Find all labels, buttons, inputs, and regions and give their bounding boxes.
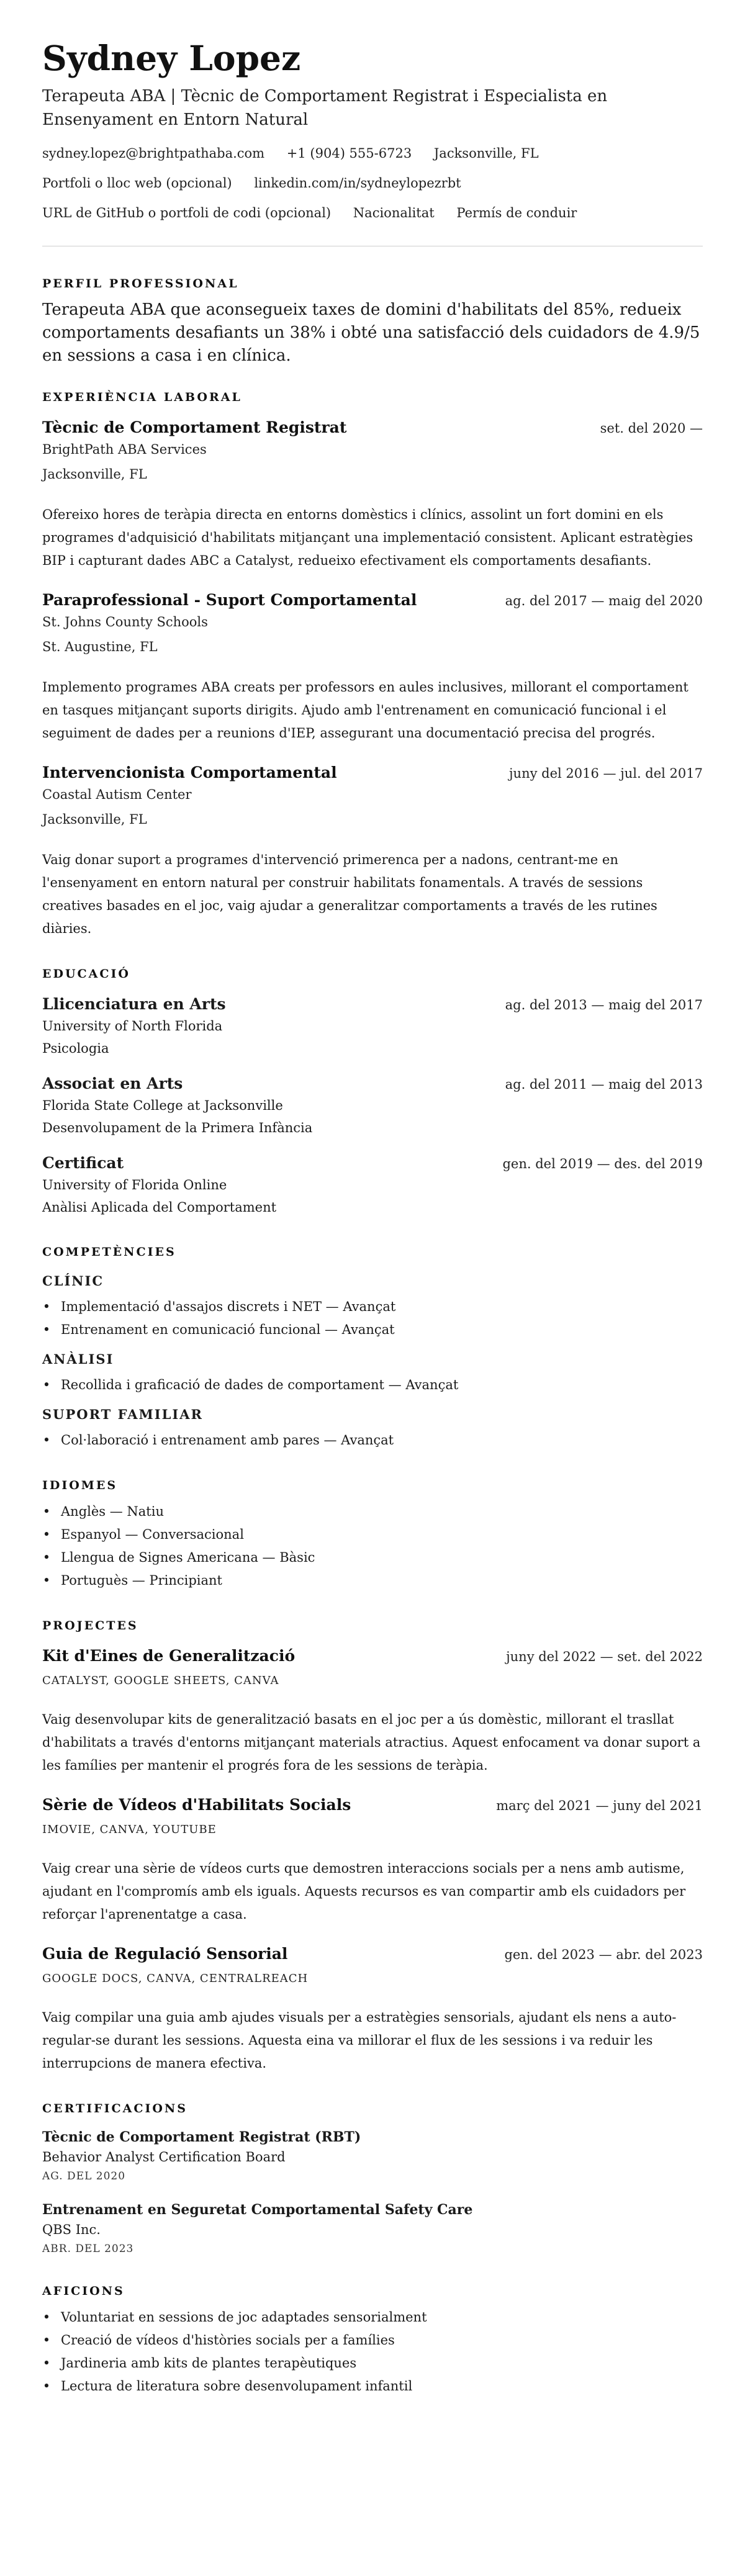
project-tech: GOOGLE DOCS, CANVA, CENTRALREACH bbox=[42, 1972, 309, 1985]
job-title: Tècnic de Comportament Registrat bbox=[42, 418, 347, 436]
degree-title: Llicenciatura en Arts bbox=[42, 995, 226, 1013]
list-item: • Voluntariat en sessions de joc adaptades sensorialment bbox=[61, 2306, 703, 2329]
nationality-text: Nacionalitat bbox=[353, 205, 435, 220]
education-entry bbox=[42, 1073, 703, 1139]
list-item: • Espanyol — Conversacional bbox=[61, 1523, 703, 1546]
job-title: Paraprofessional - Suport Comportamental bbox=[42, 591, 417, 609]
education-date: ag. del 2013 — maig del 2017 bbox=[505, 998, 703, 1012]
project-name: Sèrie de Vídeos d'Habilitats Socials bbox=[42, 1796, 351, 1814]
project-description: Vaig compilar una guia amb ajudes visuals per a estratègies sensorials, ajudant els nens a auto-regular-se durant les sessions. Aquesta eina va millorar el flux de les sessions i va reduir les interrupcions de manera efectiva. bbox=[42, 2010, 677, 2071]
project-name: Guia de Regulació Sensorial bbox=[42, 1945, 288, 1963]
certification-issuer: QBS Inc. bbox=[42, 2222, 101, 2237]
section-title: AFICIONS bbox=[42, 2284, 125, 2298]
skills-section bbox=[42, 1243, 703, 1452]
project-description: Vaig desenvolupar kits de generalització basats en el joc per a ús domèstic, millorant el trasllat d'habilitats a través d'entorns mitjançant materials atractius. Aquest enfocament va donar suport a les famílies per mantenir el progrés fora de les sessions de teràpia. bbox=[42, 1712, 701, 1773]
job-title: Intervencionista Comportamental bbox=[42, 763, 337, 781]
license-text: Permís de conduir bbox=[456, 205, 577, 220]
company-name: BrightPath ABA Services bbox=[42, 442, 207, 457]
skill-list bbox=[42, 1295, 703, 1341]
job-description: Ofereixo hores de teràpia directa en entorns domèstics i clínics, assolint un fort domini en els programes d'adquisició d'habilitats mitjançant una implementació consistent. Aplicant estratègies BIP i capturant dades ABC a Catalyst, redueixo efectivament els comportaments desafiants. bbox=[42, 507, 693, 568]
field-of-study: Desenvolupament de la Primera Infància bbox=[42, 1120, 313, 1135]
degree-title: Certificat bbox=[42, 1154, 124, 1172]
project-date: gen. del 2023 — abr. del 2023 bbox=[504, 1947, 703, 1962]
section-title: IDIOMES bbox=[42, 1479, 118, 1492]
email-link[interactable]: sydney.lopez@brightpathaba.com bbox=[42, 146, 265, 161]
projects-section bbox=[42, 1617, 703, 2075]
headline: Terapeuta ABA | Tècnic de Comportament Registrat i Especialista en Ensenyament en Entorn Natural bbox=[42, 87, 608, 129]
location-text: Jacksonville, FL bbox=[433, 146, 539, 161]
certification-entry bbox=[42, 2200, 703, 2258]
school-name: University of North Florida bbox=[42, 1019, 223, 1034]
list-item: • Lectura de literatura sobre desenvolupament infantil bbox=[61, 2375, 703, 2398]
degree-title: Associat en Arts bbox=[42, 1074, 183, 1092]
list-item: • Jardineria amb kits de plantes terapèutiques bbox=[61, 2352, 703, 2375]
skill-list bbox=[42, 1429, 703, 1452]
certification-entry bbox=[42, 2127, 703, 2185]
project-name: Kit d'Eines de Generalització bbox=[42, 1647, 296, 1665]
section-title: COMPETÈNCIES bbox=[42, 1245, 176, 1259]
project-entry bbox=[42, 1943, 703, 2075]
list-item: • Anglès — Natiu bbox=[61, 1500, 703, 1523]
field-of-study: Anàlisi Aplicada del Comportament bbox=[42, 1200, 277, 1215]
education-section bbox=[42, 965, 703, 1218]
experience-entry bbox=[42, 417, 703, 572]
section-title: PROJECTES bbox=[42, 1619, 138, 1633]
education-entry bbox=[42, 1153, 703, 1218]
company-name: St. Johns County Schools bbox=[42, 615, 208, 629]
job-location: St. Augustine, FL bbox=[42, 639, 158, 654]
project-tech: CATALYST, GOOGLE SHEETS, CANVA bbox=[42, 1674, 279, 1687]
project-tech: IMOVIE, CANVA, YOUTUBE bbox=[42, 1823, 217, 1836]
project-description: Vaig crear una sèrie de vídeos curts que demostren interaccions socials per a nens amb autisme, ajudant en l'compromís amb els iguals. Aquests recursos es van compartir amb els cuidadors per reforçar l'aprenentatge a casa. bbox=[42, 1861, 686, 1922]
skill-category: ANÀLISI bbox=[42, 1351, 114, 1367]
job-description: Vaig donar suport a programes d'intervenció primerenca per a nadons, centrant-me en l'ensenyament en entorn natural per construir habilitats fonamentals. A través de sessions creatives basades en el joc, vaig ajudar a generalitzar comportaments a través de les rutines diàries. bbox=[42, 852, 657, 936]
education-entry bbox=[42, 994, 703, 1060]
resume-header bbox=[42, 38, 703, 222]
list-item: • Entrenament en comunicació funcional — Avançat bbox=[61, 1318, 703, 1341]
skill-list bbox=[42, 1374, 703, 1397]
section-title: EDUCACIÓ bbox=[42, 967, 130, 981]
list-item: • Recollida i graficació de dades de comportament — Avançat bbox=[61, 1374, 703, 1397]
section-title: PERFIL PROFESSIONAL bbox=[42, 277, 239, 290]
list-item: • Implementació d'assajos discrets i NET — Avançat bbox=[61, 1295, 703, 1318]
list-item: • Col·laboració i entrenament amb pares — Avançat bbox=[61, 1429, 703, 1452]
certification-date: ABR. DEL 2023 bbox=[42, 2243, 134, 2255]
profile-summary: Terapeuta ABA que aconsegueix taxes de domini d'habilitats del 85%, redueix comportaments desafiants un 38% i obté una satisfacció dels cuidadors de 4.9/5 en sessions a casa i en clínica. bbox=[42, 300, 700, 365]
certification-date: AG. DEL 2020 bbox=[42, 2170, 126, 2182]
list-item: • Creació de vídeos d'històries socials per a famílies bbox=[61, 2329, 703, 2352]
contact-row-1 bbox=[42, 144, 703, 163]
field-of-study: Psicologia bbox=[42, 1041, 109, 1056]
phone-text: +1 (904) 555-6723 bbox=[286, 146, 412, 161]
list-item: • Llengua de Signes Americana — Bàsic bbox=[61, 1546, 703, 1569]
contact-row-2 bbox=[42, 174, 703, 192]
section-title: EXPERIÈNCIA LABORAL bbox=[42, 390, 242, 404]
languages-section bbox=[42, 1477, 703, 1592]
skill-category: CLÍNIC bbox=[42, 1273, 104, 1289]
project-date: juny del 2022 — set. del 2022 bbox=[506, 1649, 703, 1664]
project-date: març del 2021 — juny del 2021 bbox=[496, 1798, 703, 1813]
job-date: juny del 2016 — jul. del 2017 bbox=[509, 766, 703, 781]
certifications-section bbox=[42, 2100, 703, 2258]
experience-section bbox=[42, 389, 703, 940]
github-link[interactable]: URL de GitHub o portfoli de codi (opcional) bbox=[42, 205, 332, 220]
certification-name: Entrenament en Seguretat Comportamental Safety Care bbox=[42, 2202, 473, 2218]
job-location: Jacksonville, FL bbox=[42, 812, 147, 827]
company-name: Coastal Autism Center bbox=[42, 787, 192, 802]
hobby-list bbox=[42, 2306, 703, 2398]
hobbies-section bbox=[42, 2282, 703, 2398]
school-name: Florida State College at Jacksonville bbox=[42, 1098, 283, 1113]
certification-name: Tècnic de Comportament Registrat (RBT) bbox=[42, 2129, 361, 2145]
language-list bbox=[42, 1500, 703, 1592]
job-date: set. del 2020 — bbox=[600, 421, 703, 436]
project-entry bbox=[42, 1795, 703, 1926]
job-description: Implemento programes ABA creats per professors en aules inclusives, millorant el comportament en tasques mitjançant suports dirigits. Ajudo amb l'entrenament en comunicació funcional i el seguiment de dades per a reunions d'IEP, assegurant una documentació precisa del progrés. bbox=[42, 680, 689, 741]
section-title: CERTIFICACIONS bbox=[42, 2102, 187, 2115]
list-item: • Portuguès — Principiant bbox=[61, 1569, 703, 1592]
experience-entry bbox=[42, 762, 703, 940]
profile-section bbox=[42, 275, 703, 367]
experience-entry bbox=[42, 590, 703, 745]
education-date: gen. del 2019 — des. del 2019 bbox=[502, 1156, 703, 1171]
job-location: Jacksonville, FL bbox=[42, 467, 147, 482]
education-date: ag. del 2011 — maig del 2013 bbox=[505, 1077, 703, 1092]
linkedin-link[interactable]: linkedin.com/in/sydneylopezrbt bbox=[254, 176, 461, 191]
portfolio-link[interactable]: Portfoli o lloc web (opcional) bbox=[42, 176, 232, 191]
skill-category: SUPORT FAMILIAR bbox=[42, 1407, 203, 1422]
candidate-name: Sydney Lopez bbox=[42, 38, 301, 78]
job-date: ag. del 2017 — maig del 2020 bbox=[505, 593, 703, 608]
contact-row-3 bbox=[42, 204, 703, 222]
project-entry bbox=[42, 1646, 703, 1777]
certification-issuer: Behavior Analyst Certification Board bbox=[42, 2150, 286, 2164]
school-name: University of Florida Online bbox=[42, 1178, 227, 1192]
